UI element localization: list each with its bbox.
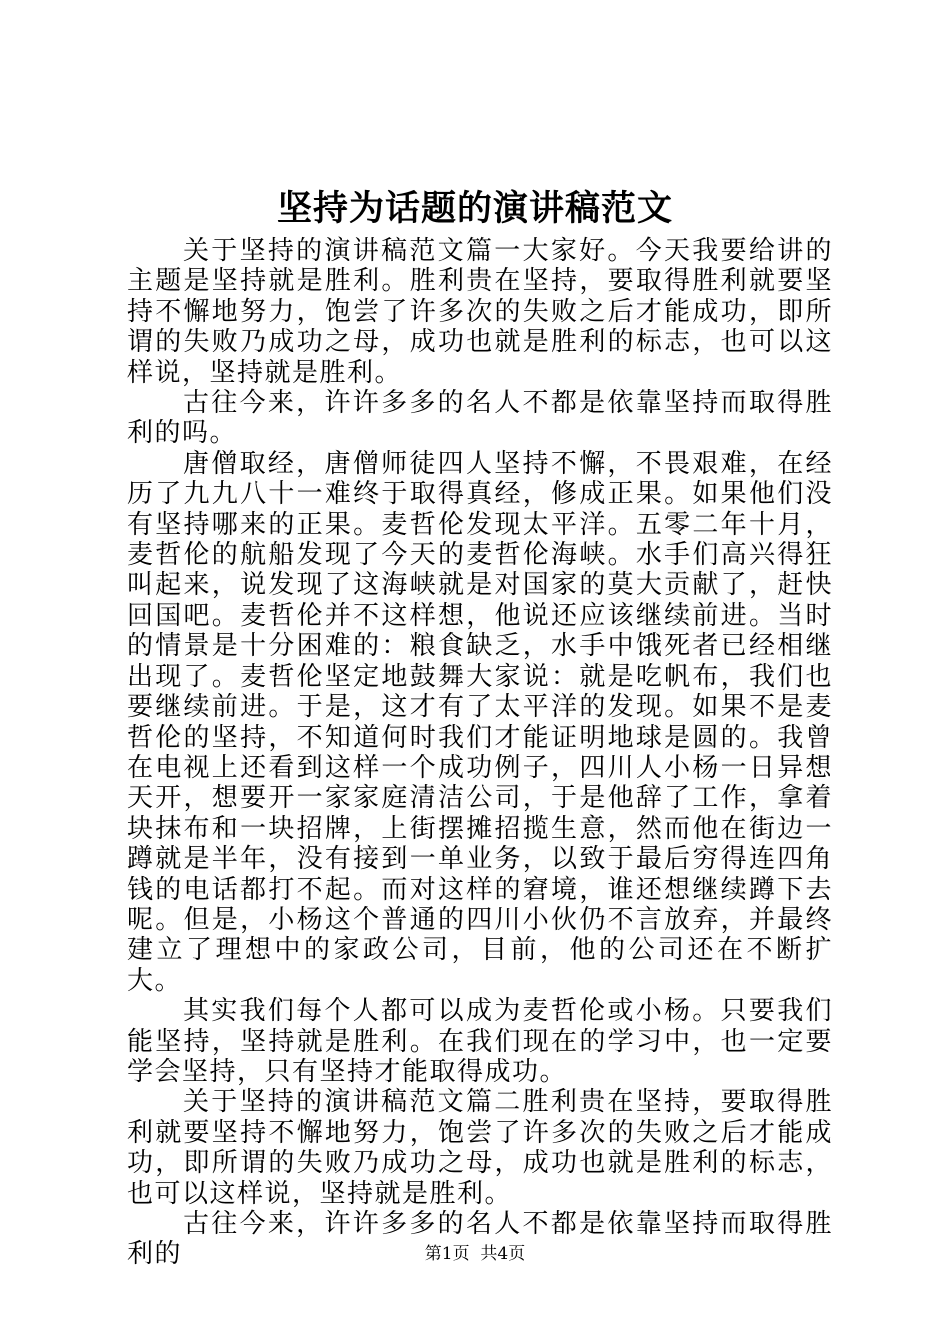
footer-separator — [470, 1244, 481, 1264]
paragraph: 其实我们每个人都可以成为麦哲伦或小杨。只要我们能坚持，坚持就是胜利。在我们现在的学习中，也一定要学会坚持，只有坚持才能取得成功。 — [127, 996, 833, 1087]
paragraph: 古往今来，许许多多的名人不都是依靠坚持而取得胜利的吗。 — [127, 388, 833, 449]
document-title: 坚持为话题的演讲稿范文 — [276, 188, 673, 229]
page-footer — [0, 1242, 950, 1266]
paragraph: 唐僧取经，唐僧师徒四人坚持不懈，不畏艰难，在经历了九九八十一难终于取得真经，修成正果。如果他们没有坚持哪来的正果。麦哲伦发现太平洋。五零二年十月，麦哲伦的航船发现了今天的麦哲伦海峡。水手们高兴得狂叫起来，说发现了这海峡就是对国家的莫大贡献了，赶快回国吧。麦哲伦并不这样想，他说还应该继续前进。当时的情景是十分困难的：粮食缺乏，水手中饿死者已经相继出现了。麦哲伦坚定地鼓舞大家说：就是吃帆布，我们也要继续前进。于是，这才有了太平洋的发现。如果不是麦哲伦的坚持，不知道何时我们才能证明地球是圆的。我曾在电视上还看到这样一个成功例子，四川人小杨一日异想天开，想要开一家家庭清洁公司，于是他辞了工作，拿着块抹布和一块招牌，上街摆摊招揽生意，然而他在街边一蹲就是半年，没有接到一单业务，以致于最后穷得连四角钱的电话都打不起。而对这样的窘境，谁还想继续蹲下去呢。但是，小杨这个普通的四川小伙仍不言放弃，并最终建立了理想中的家政公司，目前，他的公司还在不断扩大。 — [127, 448, 833, 996]
page-number: 第1页 — [424, 1244, 470, 1264]
paragraph: 关于坚持的演讲稿范文篇二胜利贵在坚持，要取得胜利就要坚持不懈地努力，饱尝了许多次的失败之后才能成功，即所谓的失败乃成功之母，成功也就是胜利的标志，也可以这样说，坚持就是胜利。 — [127, 1087, 833, 1209]
paragraph: 关于坚持的演讲稿范文篇一大家好。今天我要给讲的主题是坚持就是胜利。胜利贵在坚持，要取得胜利就要坚持不懈地努力，饱尝了许多次的失败之后才能成功，即所谓的失败乃成功之母，成功也就是胜利的标志，也可以这样说，坚持就是胜利。 — [127, 236, 833, 388]
document-body — [127, 236, 833, 1270]
paragraph: 古往今来，许许多多的名人不都是依靠坚持而取得胜利的 — [127, 1209, 833, 1270]
page-total: 共4页 — [480, 1244, 526, 1264]
